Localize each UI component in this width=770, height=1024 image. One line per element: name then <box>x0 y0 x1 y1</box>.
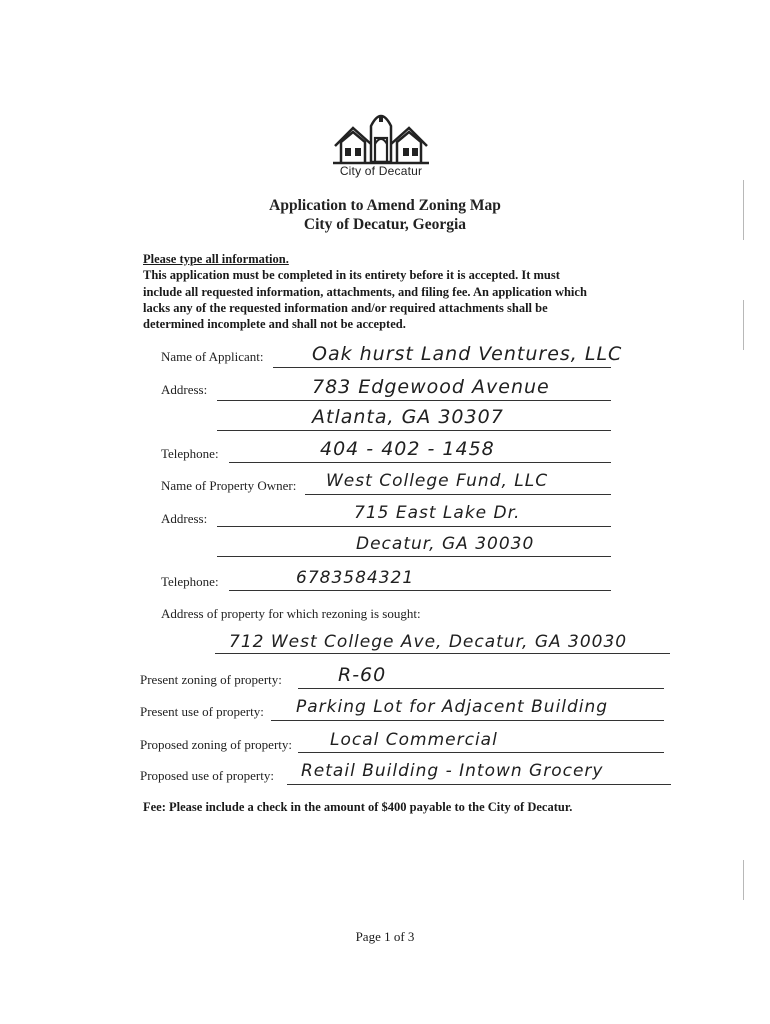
owner-name-field[interactable]: West College Fund, LLC <box>326 471 549 491</box>
city-skyline-icon <box>327 104 435 166</box>
applicant-telephone-label: Telephone: <box>161 446 219 461</box>
fee-note: Fee: Please include a check in the amount of $400 payable to the City of Decatur. <box>143 800 573 814</box>
present-use-label: Present use of property: <box>140 704 264 719</box>
proposed-use-field[interactable]: Retail Building - Intown Grocery <box>301 761 604 781</box>
owner-address-label: Address: <box>161 511 208 526</box>
instructions-line: determined incomplete and shall not be accepted. <box>143 317 406 331</box>
present-zoning-label: Present zoning of property: <box>140 672 282 687</box>
owner-telephone-field[interactable]: 6783584321 <box>296 568 415 588</box>
owner-telephone-rule <box>229 590 611 591</box>
scan-edge-mark <box>743 860 744 900</box>
owner-name-label: Name of Property Owner: <box>161 478 297 493</box>
property-address-rule <box>215 653 670 654</box>
proposed-zoning-label: Proposed zoning of property: <box>140 737 293 752</box>
applicant-name-label: Name of Applicant: <box>161 349 264 364</box>
property-address-field[interactable]: 712 West College Ave, Decatur, GA 30030 <box>229 632 628 652</box>
applicant-address-rule <box>217 400 611 401</box>
instructions-line: include all requested information, attachments, and filing fee. An application which <box>143 285 587 299</box>
applicant-telephone-field[interactable]: 404 - 402 - 1458 <box>320 438 495 460</box>
applicant-address-field-2[interactable]: Atlanta, GA 30307 <box>312 406 504 428</box>
owner-telephone-label: Telephone: <box>161 574 219 589</box>
owner-address-field[interactable]: 715 East Lake Dr. <box>354 503 521 523</box>
present-zoning-field[interactable]: R-60 <box>338 664 387 686</box>
owner-address-field-2[interactable]: Decatur, GA 30030 <box>356 534 535 554</box>
page-number: Page 1 of 3 <box>355 929 415 944</box>
applicant-address-rule-2 <box>217 430 611 431</box>
property-address-label: Address of property for which rezoning is sought: <box>161 606 421 621</box>
present-zoning-rule <box>298 688 664 689</box>
applicant-address-field[interactable]: 783 Edgewood Avenue <box>312 376 550 398</box>
owner-address-rule <box>217 526 611 527</box>
instructions-line: lacks any of the requested information and/or required attachments shall be <box>143 301 548 315</box>
instructions-heading: Please type all information. <box>143 252 289 266</box>
city-logo <box>327 104 435 184</box>
applicant-telephone-rule <box>229 462 611 463</box>
owner-address-rule-2 <box>217 556 611 557</box>
scan-edge-mark <box>743 300 744 350</box>
present-use-field[interactable]: Parking Lot for Adjacent Building <box>296 697 609 717</box>
logo-text: City of Decatur <box>339 164 423 178</box>
proposed-zoning-rule <box>298 752 664 753</box>
present-use-rule <box>271 720 664 721</box>
proposed-use-label: Proposed use of property: <box>140 768 274 783</box>
form-title: Application to Amend Zoning Map <box>269 197 501 214</box>
form-subtitle: City of Decatur, Georgia <box>303 216 467 233</box>
scan-edge-mark <box>743 180 744 240</box>
applicant-name-field[interactable]: Oak hurst Land Ventures, LLC <box>312 343 623 365</box>
owner-name-rule <box>305 494 611 495</box>
applicant-name-rule <box>273 367 611 368</box>
applicant-address-label: Address: <box>161 382 208 397</box>
proposed-use-rule <box>287 784 671 785</box>
instructions-line: This application must be completed in its entirety before it is accepted. It must <box>143 268 560 282</box>
proposed-zoning-field[interactable]: Local Commercial <box>330 730 498 750</box>
